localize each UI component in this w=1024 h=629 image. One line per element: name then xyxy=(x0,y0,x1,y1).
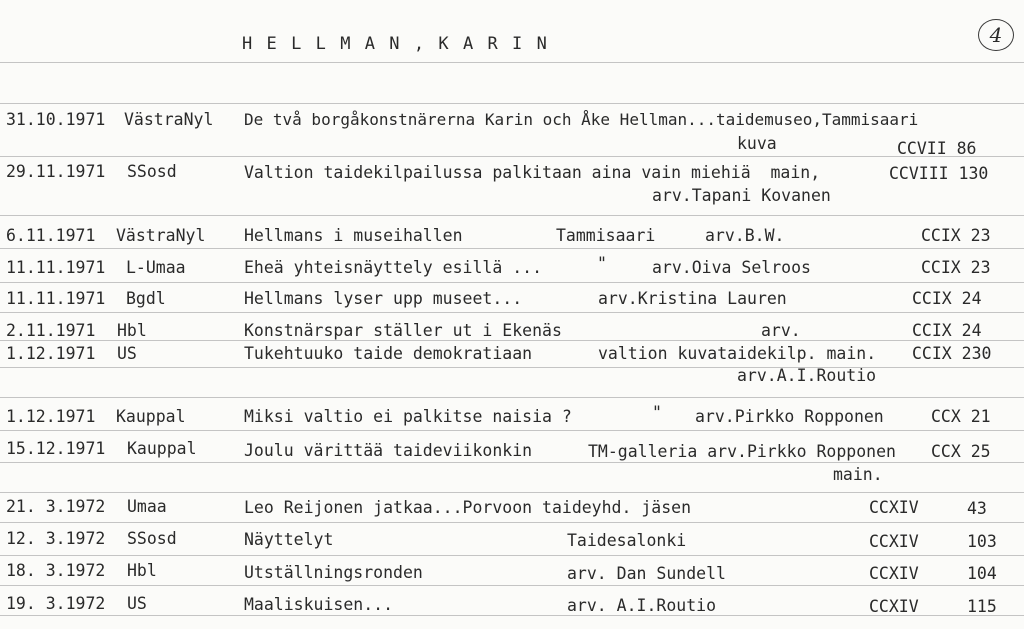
entry-date: 2.11.1971 xyxy=(6,321,96,340)
entry-reviewer: arv. Dan Sundell xyxy=(567,564,726,583)
entry-place: Taidesalonki xyxy=(567,531,687,550)
card-heading: H E L L M A N , K A R I N xyxy=(242,34,549,54)
entry-ref: CCIX 230 xyxy=(912,344,992,363)
entry-date: 6.11.1971 xyxy=(6,226,96,245)
entry-title: Leo Reijonen jatkaa...Porvoon taideyhd. jäsen xyxy=(244,498,692,517)
entry-ref: CCIX 24 xyxy=(912,321,982,340)
entry-title: Utställningsronden xyxy=(244,563,423,582)
entry-place: TM-galleria arv.Pirkko Ropponen xyxy=(588,442,896,461)
entry-title: Hellmans i museihallen xyxy=(244,226,463,245)
entry-title: De två borgåkonstnärerna Karin och Åke Hellman...taidemuseo,Tammisaari xyxy=(244,110,919,129)
entry-source: Hbl xyxy=(127,561,157,580)
ruled-line xyxy=(0,462,1024,463)
entry-source: SSosd xyxy=(127,529,177,548)
entry-reviewer: arv.Tapani Kovanen xyxy=(652,186,831,205)
entry-date: 18. 3.1972 xyxy=(6,561,106,580)
entry-date: 19. 3.1972 xyxy=(6,594,106,613)
entry-date: 11.11.1971 xyxy=(6,258,106,277)
entry-reviewer: arv.Pirkko Ropponen xyxy=(695,407,884,426)
ruled-line xyxy=(0,156,1024,157)
entry-reviewer: arv. xyxy=(761,321,801,340)
entry-reviewer: arv.A.I.Routio xyxy=(737,366,877,385)
entry-date: 12. 3.1972 xyxy=(6,529,106,548)
ruled-line xyxy=(0,492,1024,493)
entry-ref: CCVIII 130 xyxy=(889,164,989,183)
entry-source: Umaa xyxy=(127,497,167,516)
entry-ditto: " xyxy=(652,403,662,422)
entry-title: Valtion taidekilpailussa palkitaan aina vain miehiä main, xyxy=(244,163,821,182)
ruled-line xyxy=(0,62,1024,63)
ruled-line xyxy=(0,312,1024,313)
entry-ref-volume: CCXIV xyxy=(869,597,919,616)
entry-date: 31.10.1971 xyxy=(6,110,106,129)
entry-source: SSosd xyxy=(127,162,177,181)
entry-note: kuva xyxy=(737,134,777,153)
entry-date: 29.11.1971 xyxy=(6,162,106,181)
entry-ref: CCX 21 xyxy=(931,407,991,426)
ruled-line xyxy=(0,397,1024,398)
card-number-circle: 4 xyxy=(978,19,1014,51)
ruled-line xyxy=(0,585,1024,586)
entry-ref-page: 104 xyxy=(967,564,997,583)
entry-reviewer: arv.Oiva Selroos xyxy=(652,258,811,277)
ruled-line xyxy=(0,555,1024,556)
entry-source: VästraNyl xyxy=(124,110,214,129)
entry-ref: CCIX 23 xyxy=(921,226,991,245)
entry-source: Bgdl xyxy=(126,289,166,308)
entry-ref: CCVII 86 xyxy=(897,139,977,158)
ruled-line xyxy=(0,103,1024,104)
entry-reviewer: arv. A.I.Routio xyxy=(567,596,717,615)
entry-source: L-Umaa xyxy=(126,258,186,277)
entry-source: Kauppal xyxy=(116,407,186,426)
entry-date: 15.12.1971 xyxy=(6,439,106,458)
entry-reviewer: arv.Kristina Lauren xyxy=(598,289,787,308)
entry-title: Tukehtuuko taide demokratiaan xyxy=(244,344,533,363)
entry-ref: CCIX 24 xyxy=(912,289,982,308)
entry-date: 1.12.1971 xyxy=(6,344,96,363)
ruled-line xyxy=(0,430,1024,431)
entry-source: Kauppal xyxy=(127,439,197,458)
entry-date: 11.11.1971 xyxy=(6,289,106,308)
entry-title: Konstnärspar ställer ut i Ekenäs xyxy=(244,321,562,340)
entry-title: Näyttelyt xyxy=(244,530,334,549)
ruled-line xyxy=(0,248,1024,249)
entry-ref-volume: CCXIV xyxy=(869,498,919,517)
entry-place: Tammisaari xyxy=(556,226,656,245)
ruled-line xyxy=(0,522,1024,523)
entry-title: Miksi valtio ei palkitse naisia ? xyxy=(244,407,572,426)
entry-ref-page: 103 xyxy=(967,532,997,551)
ruled-line xyxy=(0,282,1024,283)
entry-title: Eheä yhteisnäyttely esillä ... xyxy=(244,258,543,277)
entry-date: 1.12.1971 xyxy=(6,407,96,426)
entry-date: 21. 3.1972 xyxy=(6,497,106,516)
entry-title: Maaliskuisen... xyxy=(244,595,394,614)
entry-source: Hbl xyxy=(117,321,147,340)
entry-title: Hellmans lyser upp museet... xyxy=(244,289,523,308)
entry-title: Joulu värittää taideviikonkin xyxy=(244,441,533,460)
entry-ref-volume: CCXIV xyxy=(869,564,919,583)
entry-ref: CCX 25 xyxy=(931,442,991,461)
entry-place: valtion kuvataidekilp. main. xyxy=(598,344,877,363)
entry-ditto: " xyxy=(597,254,607,273)
entry-ref-volume: CCXIV xyxy=(869,532,919,551)
entry-source: US xyxy=(127,594,147,613)
entry-ref-page: 115 xyxy=(967,597,997,616)
entry-reviewer: arv.B.W. xyxy=(705,226,785,245)
ruled-line xyxy=(0,215,1024,216)
entry-ref: CCIX 23 xyxy=(921,258,991,277)
entry-note: main. xyxy=(833,465,883,484)
entry-source: VästraNyl xyxy=(116,226,206,245)
entry-ref-page: 43 xyxy=(967,499,987,518)
entry-source: US xyxy=(117,344,137,363)
